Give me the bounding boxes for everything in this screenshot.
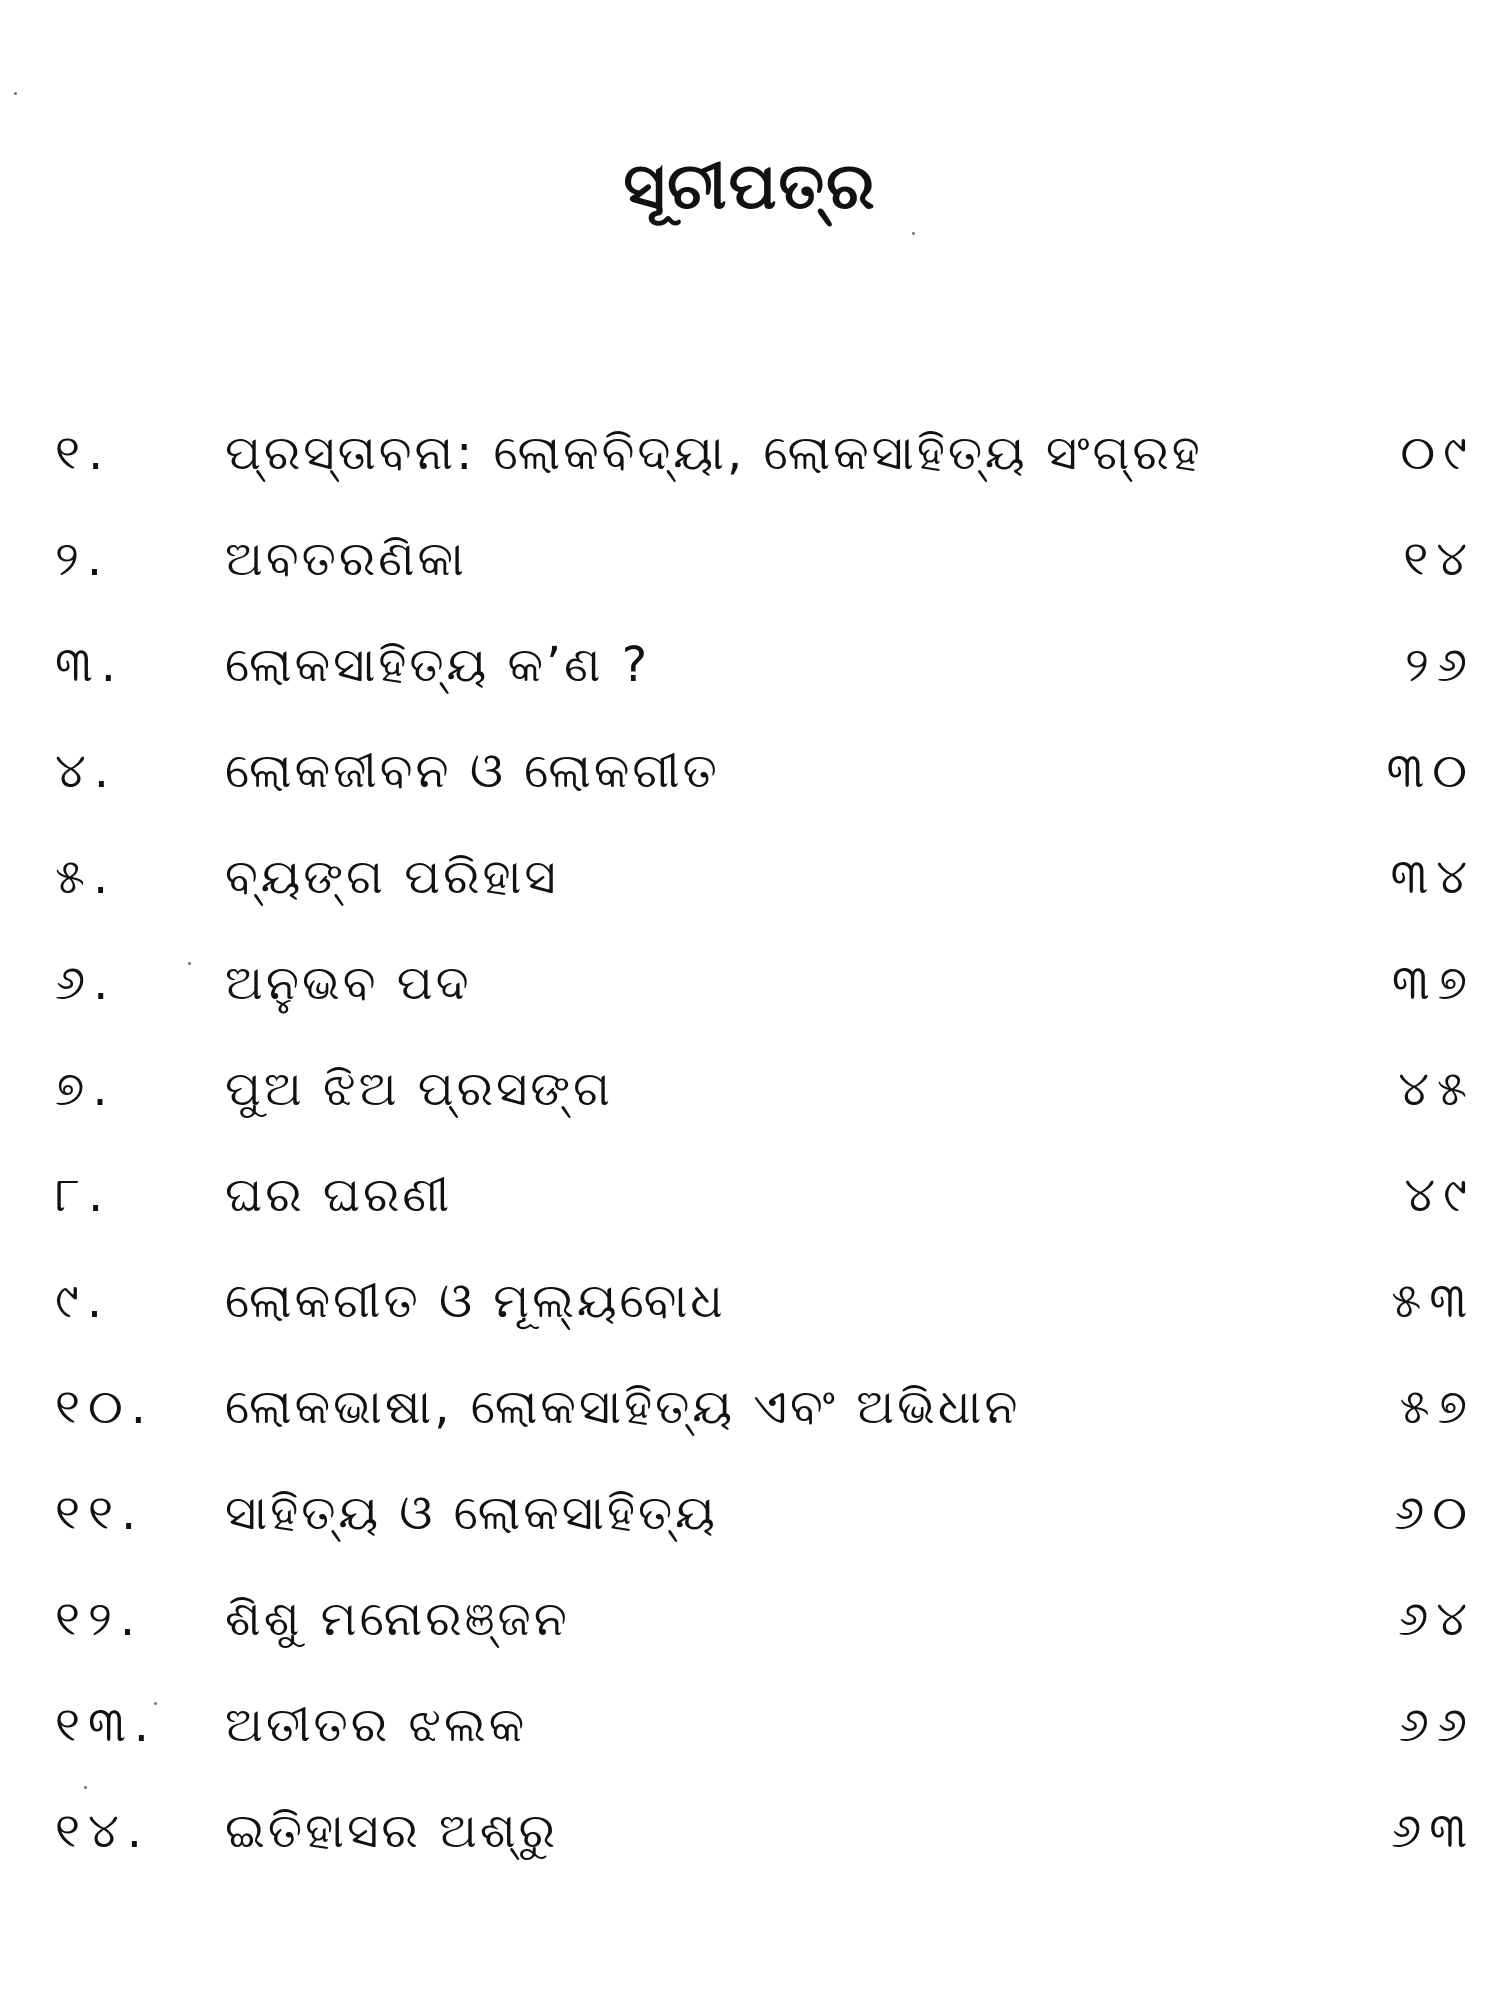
table-of-contents bbox=[55, 420, 1475, 1904]
toc-entry-page: ୩୦ bbox=[1386, 743, 1475, 799]
toc-entry-page: ୩୭ bbox=[1391, 955, 1475, 1011]
toc-entry bbox=[55, 1268, 1475, 1374]
toc-entry-title: ଲୋକଭାଷା, ଲୋକସାହିତ୍ୟ ଏବଂ ଅଭିଧାନ bbox=[225, 1379, 1021, 1435]
toc-entry-title: ଇତିହାସର ଅଶ୍ରୁ bbox=[225, 1803, 558, 1859]
toc-entry bbox=[55, 844, 1475, 950]
toc-entry-page: ୦୯ bbox=[1400, 425, 1475, 481]
toc-entry-title: ପ୍ରସ୍ତାବନା: ଲୋକବିଦ୍ୟା, ଲୋକସାହିତ୍ୟ ସଂଗ୍ରହ bbox=[225, 425, 1203, 481]
toc-entry bbox=[55, 632, 1475, 738]
toc-entry-number: ୨. bbox=[55, 531, 111, 587]
toc-entry-number: ୯. bbox=[55, 1273, 111, 1329]
toc-entry bbox=[55, 1692, 1475, 1798]
toc-entry-title: ସାହିତ୍ୟ ଓ ଲୋକସାହିତ୍ୟ bbox=[225, 1485, 718, 1541]
toc-entry-page: ୩୪ bbox=[1390, 849, 1475, 905]
toc-entry-number: ୧୩. bbox=[55, 1697, 157, 1753]
toc-entry-page: ୪୯ bbox=[1404, 1167, 1475, 1223]
scan-speck bbox=[912, 232, 915, 235]
toc-entry-title: ଲୋକଜୀବନ ଓ ଲୋକଗୀତ bbox=[225, 743, 720, 799]
toc-entry-title: ଶିଶୁ ମନୋରଞ୍ଜନ bbox=[225, 1591, 570, 1647]
toc-entry-page: ୬୪ bbox=[1398, 1591, 1475, 1647]
toc-entry bbox=[55, 1056, 1475, 1162]
toc-entry-number: ୧୦. bbox=[55, 1379, 155, 1435]
toc-entry-number: ୮. bbox=[55, 1167, 112, 1223]
toc-entry bbox=[55, 1586, 1475, 1692]
toc-entry-page: ୬୬ bbox=[1398, 1697, 1475, 1753]
toc-entry bbox=[55, 420, 1475, 526]
toc-entry-page: ୬୦ bbox=[1394, 1485, 1475, 1541]
toc-entry-title: ଘର ଘରଣୀ bbox=[225, 1167, 453, 1223]
toc-entry-page: ୨୬ bbox=[1404, 637, 1475, 693]
toc-entry-page: ୪୫ bbox=[1398, 1061, 1475, 1117]
toc-entry-number: ୭. bbox=[55, 1061, 116, 1117]
toc-entry-number: ୧. bbox=[55, 425, 112, 481]
page-title: ସୂଚୀପତ୍ର bbox=[623, 150, 877, 224]
toc-entry-title: ଅନୁଭବ ପଦ bbox=[225, 955, 472, 1011]
toc-entry-number: ୬. bbox=[55, 955, 117, 1011]
scan-speck bbox=[14, 92, 17, 95]
toc-entry bbox=[55, 526, 1475, 632]
toc-entry-page: ୧୪ bbox=[1403, 531, 1475, 587]
toc-entry bbox=[55, 1374, 1475, 1480]
toc-entry-number: ୩. bbox=[55, 637, 124, 693]
toc-entry-title: ଅତୀତର ଝଲକ bbox=[225, 1697, 528, 1753]
toc-entry bbox=[55, 738, 1475, 844]
toc-entry-page: ୬୩ bbox=[1391, 1803, 1475, 1859]
toc-entry-title: ଅବତରଣିକା bbox=[225, 531, 467, 587]
toc-entry-number: ୧୧. bbox=[55, 1485, 145, 1541]
toc-entry-number: ୧୨. bbox=[55, 1591, 144, 1647]
toc-entry-number: ୪. bbox=[55, 743, 118, 799]
toc-entry bbox=[55, 1480, 1475, 1586]
toc-entry-title: ପୁଅ ଝିଅ ପ୍ରସଙ୍ଗ bbox=[225, 1061, 613, 1117]
toc-entry bbox=[55, 950, 1475, 1056]
toc-entry-title: ଲୋକସାହିତ୍ୟ କ’ଣ ? bbox=[225, 637, 651, 693]
toc-entry-number: ୧୪. bbox=[55, 1803, 151, 1859]
toc-entry-title: ବ୍ୟଙ୍ଗ ପରିହାସ bbox=[225, 849, 559, 905]
toc-entry-page: ୫୭ bbox=[1399, 1379, 1475, 1435]
toc-entry-page: ୫୩ bbox=[1391, 1273, 1475, 1329]
toc-entry-number: ୫. bbox=[55, 849, 117, 905]
toc-entry bbox=[55, 1798, 1475, 1904]
toc-entry-title: ଲୋକଗୀତ ଓ ମୂଲ୍ୟବୋଧ bbox=[225, 1273, 726, 1329]
toc-entry bbox=[55, 1162, 1475, 1268]
